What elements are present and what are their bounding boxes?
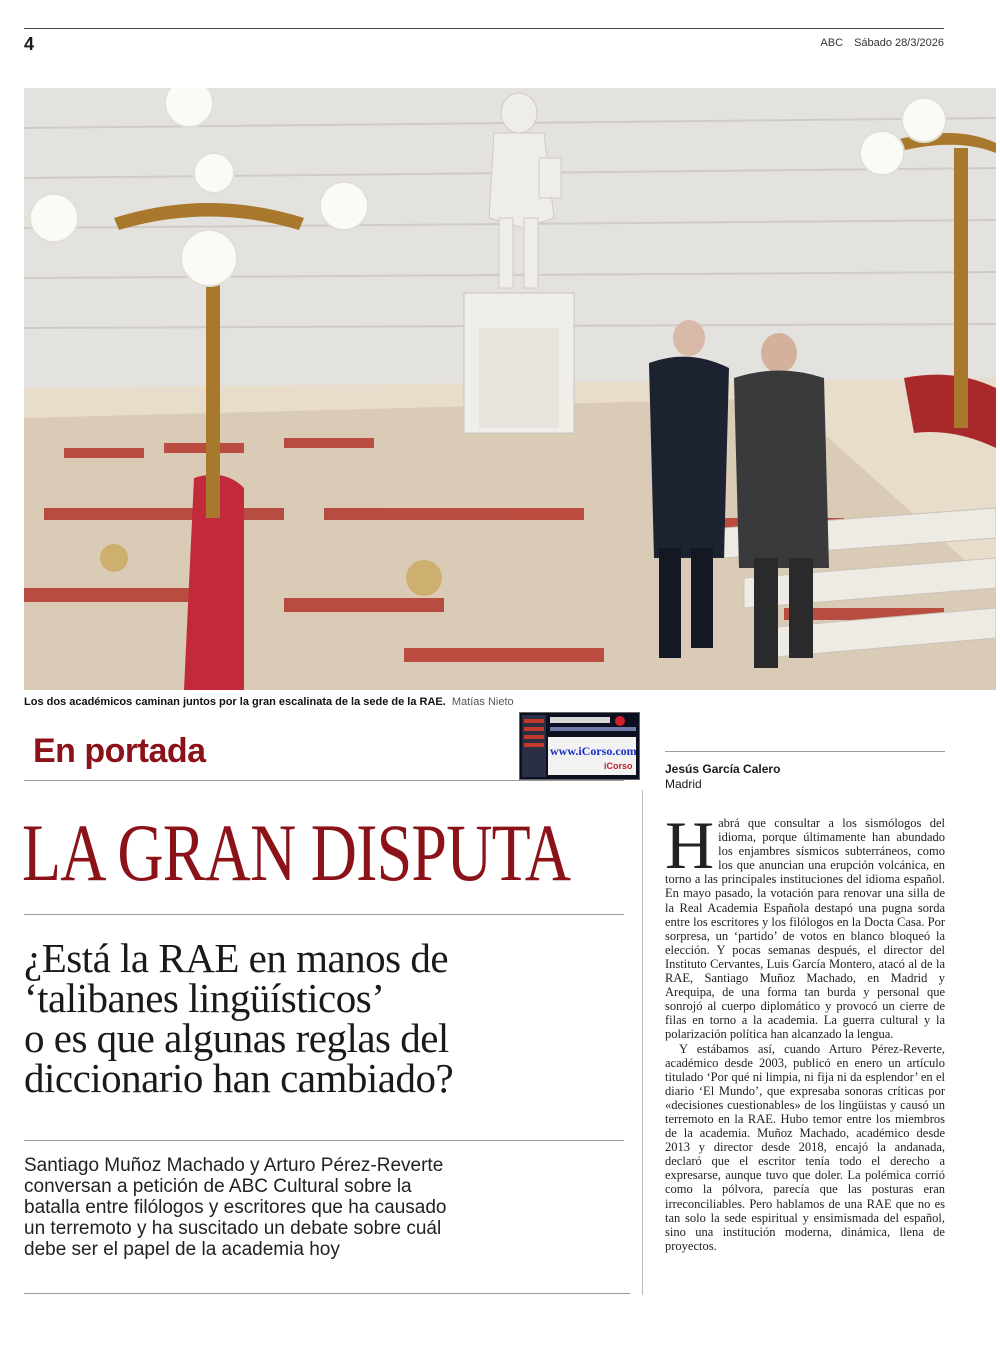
- page-number: 4: [24, 34, 35, 54]
- photo-caption: [24, 696, 514, 708]
- lead-line: Santiago Muñoz Machado y Arturo Pérez-Reverte: [24, 1155, 444, 1176]
- subheadline: [24, 935, 624, 1101]
- dropcap: H: [665, 807, 715, 883]
- masthead: [812, 37, 944, 49]
- lead-line: batalla entre filólogos y escritores que ha causado: [24, 1197, 447, 1218]
- ad-url: www.iCorso.com: [550, 744, 637, 758]
- lead-line: un terremoto y ha suscitado un debate sobre cuál: [24, 1218, 442, 1239]
- subhead-line: ¿Está la RAE en manos de: [24, 935, 449, 981]
- publication-name: ABC: [820, 37, 844, 49]
- footer-rule: [24, 1293, 630, 1294]
- lead-line: debe ser el papel de la academia hoy: [24, 1239, 340, 1260]
- byline: [665, 762, 780, 792]
- lead-line: conversan a petición de ABC Cultural sobre la: [24, 1176, 412, 1197]
- byline-rule: [665, 751, 945, 752]
- ad-brand: iCorso: [604, 761, 633, 771]
- body-paragraph: Y estábamos así, cuando Arturo Pérez-Reverte, académico desde 2003, publicó en enero un artículo titulado ‘Por qué ni limpia, ni fija ni da esplendor’ en el diario ‘El Mundo’, que expresaba sonoras críticas por «decisiones cuestionables» de los lingüistas y causó un terremoto en la RAE. Hubo temor entre los miembros de la academia. Muñoz Machado, académico desde 2013 y director desde 2018, encajó la andanada, declaró que el escritor tenía todo el derecho a expresarse, aunque tuvo que doler. La polémica corrió como la pólvora, parecía que las posturas eran irreconciliables. Pero hablamos de una RAE que no es tan solo la sede espiritual y ensimismada del español, sino una institución moderna, dinámica, llena de proyectos.: [665, 1041, 945, 1253]
- lead-paragraph: [24, 1155, 624, 1260]
- lead-photo: [24, 88, 996, 690]
- article-body: [665, 807, 945, 1253]
- body-paragraph: [665, 807, 945, 1042]
- headline: LA GRAN DISPUTA: [22, 807, 571, 898]
- byline-location: Madrid: [665, 777, 702, 791]
- photo-credit: Matías Nieto: [451, 696, 514, 708]
- subhead-rule: [24, 1140, 624, 1141]
- advertisement-banner[interactable]: [519, 712, 640, 780]
- body-paragraph-text: abrá que consultar a los sismólogos del idioma, porque últimamente han abundado los enjambres sísmicos subterráneos, como los que anuncian una erupción volcánica, en torno a las principales instituciones del idioma español. En mayo pasado, la votación para renovar una silla de la Real Academia Española destapó una pugna sorda entre los escritores y los filólogos en la Docta Casa. Por sorpresa, un ‘partido’ de votos en blanco bloqueó la elección. Y pocas semanas después, el director del Instituto Cervantes, Luis García Montero, atacó al de la RAE, Santiago Muñoz Machado, en Madrid y Arequipa, de una forma tan burda y personal que sonrojó al cuerpo diplomático y provocó un cierre de filas en torno a la academia. La guerra cultural y la polarización política han alcanzado la lengua.: [665, 816, 945, 1042]
- section-rule: [24, 780, 624, 781]
- subhead-line: diccionario han cambiado?: [24, 1055, 454, 1101]
- column-divider: [642, 790, 643, 1295]
- subhead-line: o es que algunas reglas del: [24, 1015, 449, 1061]
- staircase-illustration: [24, 88, 996, 690]
- subhead-line: ‘talibanes lingüísticos’: [24, 975, 385, 1021]
- issue-date: Sábado 28/3/2026: [854, 37, 944, 49]
- caption-text: Los dos académicos caminan juntos por la gran escalinata de la sede de la RAE.: [24, 696, 446, 708]
- headline-rule: [24, 914, 624, 915]
- header-rule: [24, 28, 944, 29]
- byline-author: Jesús García Calero: [665, 762, 781, 776]
- section-label: En portada: [33, 732, 206, 770]
